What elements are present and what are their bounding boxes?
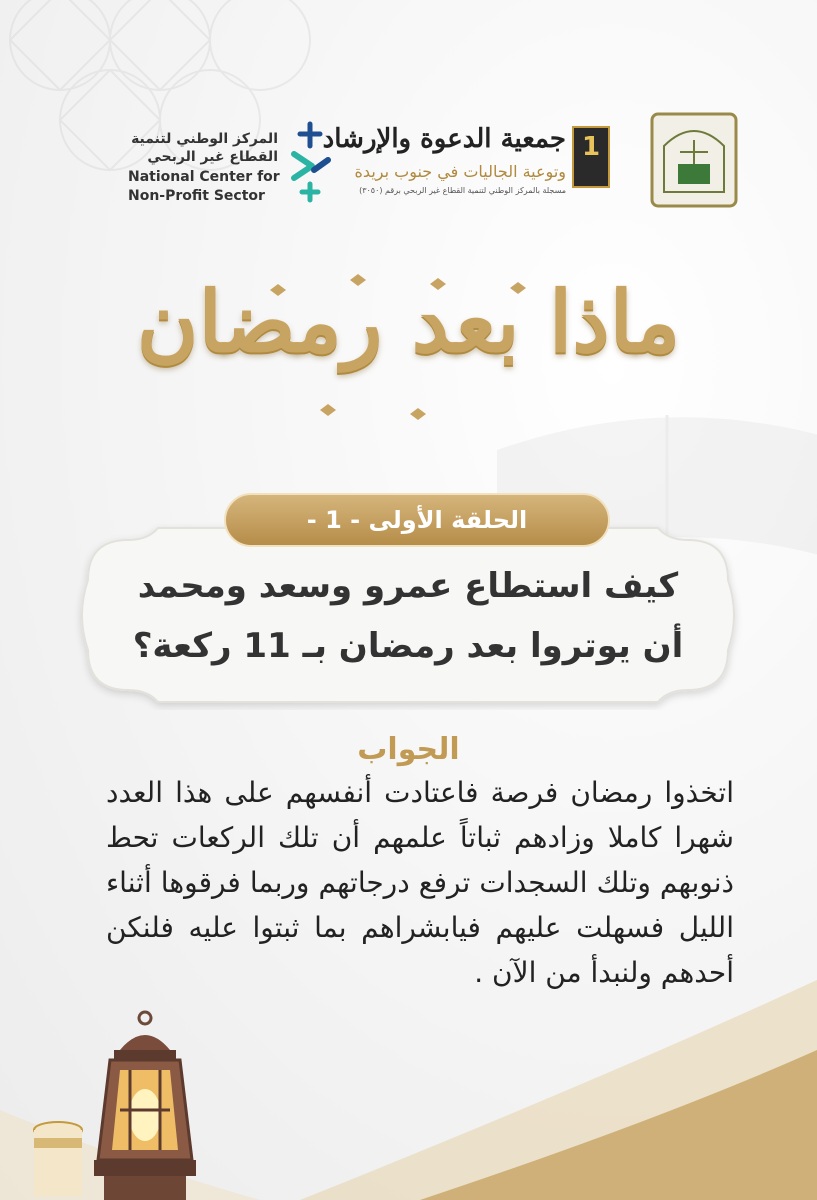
lantern-icon [80, 1010, 210, 1200]
question-text [68, 556, 748, 676]
association-registration: مسجلة بالمركز الوطني لتنمية القطاع غير الربحي برقم (٣٠٥٠) [359, 186, 566, 195]
association-title: جمعية الدعوة والإرشاد [322, 124, 566, 154]
ncnp-english-line1: National Center for [128, 169, 280, 185]
episode-label: الحلقة الأولى - 1 - [224, 493, 610, 547]
question-line1: كيف استطاع عمرو وسعد ومحمد [137, 566, 679, 606]
association-badge-icon: 1 [572, 126, 610, 188]
ncnp-english-name [128, 168, 278, 206]
answer-title: الجواب [357, 732, 460, 767]
candle-cup-icon [30, 1118, 86, 1200]
ncnp-arabic-line2: القطاع غير الربحي [147, 149, 278, 165]
association-logo [322, 120, 610, 204]
answer-text: اتخذوا رمضان فرصة فاعتادت أنفسهم على هذا العدد شهرا كاملا وزادهم ثباتاً علمهم أن تلك الركعات تحط ذنوبهم وتلك السجدات ترفع درجاتهم وربما فرقوها أثناء الليل فسهلت عليهم فيابشراهم بما ثبتوا عليه فلنكن أحدهم ولنبدأ من الآن . [106, 776, 734, 989]
association-subtitle: وتوعية الجاليات في جنوب بريدة [354, 162, 566, 181]
ncnp-logo-icon [278, 120, 342, 204]
ncnp-arabic-line1: المركز الوطني لتنمية [131, 131, 278, 147]
ncnp-english-line2: Non-Profit Sector [128, 188, 265, 204]
main-title: ماذا بعد رمضان [136, 272, 681, 371]
question-line2: أن يوتروا بعد رمضان بـ 11 ركعة؟ [132, 626, 684, 666]
ncnp-arabic-name [128, 130, 278, 166]
ministry-emblem-icon [650, 112, 738, 208]
ncnp-logo [128, 120, 348, 210]
